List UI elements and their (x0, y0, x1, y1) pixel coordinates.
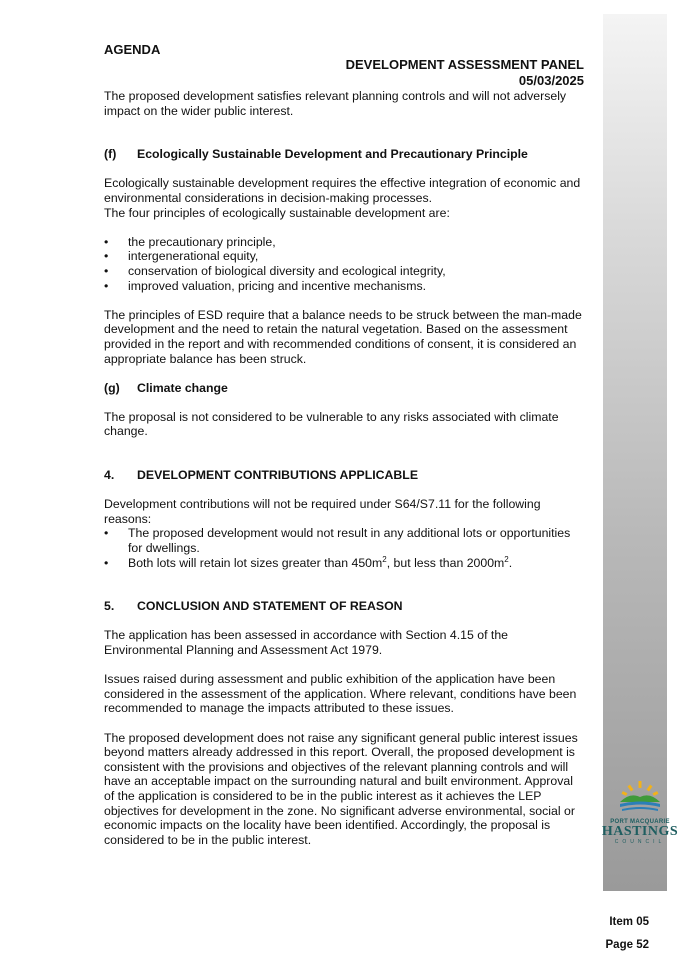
panel-title: DEVELOPMENT ASSESSMENT PANEL (345, 57, 584, 72)
logo-text-line3: COUNCIL (614, 839, 666, 845)
section-f-number: (f) (104, 147, 117, 162)
logo-emblem-icon (618, 780, 662, 814)
esd-principles-list (104, 235, 586, 293)
document-body (104, 89, 586, 847)
section-4-title: DEVELOPMENT CONTRIBUTIONS APPLICABLE (137, 468, 419, 483)
contributions-reasons-list (104, 526, 586, 570)
list-item: • the precautionary principle, (104, 235, 586, 250)
section-g-title: Climate change (137, 380, 228, 395)
decorative-side-panel (603, 14, 667, 891)
list-item: • The proposed development would not result in any additional lots or opportunities for dwellings. (104, 526, 586, 555)
section-4-number: 4. (104, 468, 115, 483)
section-5-paragraph-2: Issues raised during assessment and public exhibition of the application have been considered in the assessment of the application. Where relevant, conditions have been recommended to manage the impacts attributed to these issues. (104, 672, 577, 716)
section-f-title: Ecologically Sustainable Development and Precautionary Principle (137, 147, 528, 162)
lot-size-text: . (508, 555, 513, 570)
council-logo (600, 780, 680, 850)
section-g-heading (104, 381, 586, 396)
section-g-number: (g) (104, 380, 120, 395)
intro-paragraph: The proposed development satisfies relevant planning controls and will not adversely impact on the wider public interest. (104, 89, 567, 118)
section-4-paragraph-1: Development contributions will not be required under S64/S7.11 for the following reasons: (104, 497, 541, 526)
list-item: • intergenerational equity, (104, 249, 586, 264)
section-f-paragraph-2: The four principles of ecologically sustainable development are: (104, 205, 450, 220)
section-f-paragraph-3: The principles of ESD require that a balance needs to be struck between the man-made development and the need to retain the natural vegetation. Based on the assessment provided in the report and with recommended conditions of consent, it is considered an appropriate balance has been struck. (104, 307, 582, 366)
section-5-paragraph-3: The proposed development does not raise any significant general public interest issues beyond matters already addressed in this report. Overall, the proposed development is consistent with the provisions and objectives of the relevant planning controls and will have an acceptable impact on the surrounding natural and built environment. Approval of the application is considered to be in the public interest as it achieves the LEP objectives for development in the zone. No significant adverse environmental, social or economic impacts on the locality have been identified. Accordingly, the proposal is considered to be in the public interest. (104, 730, 578, 847)
list-item: • improved valuation, pricing and incentive mechanisms. (104, 279, 586, 294)
list-item: • conservation of biological diversity and ecological integrity, (104, 264, 586, 279)
agenda-label: AGENDA (104, 42, 161, 57)
page-footer (606, 911, 649, 957)
document-header (346, 57, 584, 89)
section-5-number: 5. (104, 599, 115, 614)
lot-size-text: Both lots will retain lot sizes greater than 450m (128, 555, 383, 570)
section-5-paragraph-1: The application has been assessed in accordance with Section 4.15 of the Environmental Planning and Assessment Act 1979. (104, 628, 509, 657)
logo-text-line2: HASTINGS (601, 824, 679, 839)
section-f-paragraph-1: Ecologically sustainable development requires the effective integration of economic and environmental considerations in decision-making processes. (104, 176, 581, 205)
logo-text-line1: PORT MACQUARIE (610, 819, 670, 825)
section-g-paragraph-1: The proposal is not considered to be vulnerable to any risks associated with climate change. (104, 409, 559, 439)
section-f-heading (104, 147, 586, 162)
superscript: 2 (504, 554, 509, 564)
page-number: Page 52 (605, 939, 649, 951)
item-number: Item 05 (609, 916, 649, 928)
superscript: 2 (382, 554, 387, 564)
section-4-heading (104, 468, 586, 483)
lot-size-text: , but less than 2000m (386, 555, 505, 570)
meeting-date: 05/03/2025 (518, 73, 584, 88)
list-item (104, 556, 586, 571)
section-5-heading (104, 599, 586, 614)
section-5-title: CONCLUSION AND STATEMENT OF REASON (137, 599, 403, 614)
